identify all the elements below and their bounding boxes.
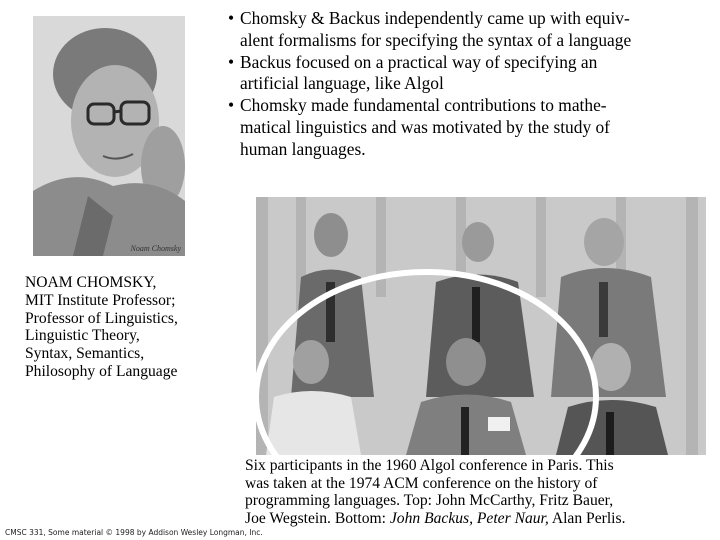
bio-line: Professor of Linguistics, <box>25 309 178 327</box>
bullet-line: artificial language, like Algol <box>240 73 444 94</box>
group-photo-caption <box>245 457 715 527</box>
bullet-line: alent formalisms for specifying the syntax of a language <box>240 29 632 50</box>
bio-line: NOAM CHOMSKY, <box>25 274 157 291</box>
chomsky-bio <box>25 274 225 381</box>
caption-top-names-end: Joe Wegstein. Bottom: <box>245 509 390 527</box>
bullet-line: matical linguistics and was motivated by the study of <box>240 116 610 137</box>
algol-group-photo <box>256 197 706 455</box>
caption-line: Six participants in the 1960 Algol conference in Paris. This <box>245 457 614 474</box>
bio-line: Syntax, Semantics, <box>25 345 145 363</box>
bullet-line: • Chomsky & Backus independently came up with equiv- <box>240 8 630 28</box>
bullet-item <box>226 95 706 160</box>
bullet-item <box>226 8 706 52</box>
bullet-line: • Chomsky made fundamental contributions to mathe- <box>240 95 607 116</box>
group-photo-illustration <box>256 197 706 455</box>
chomsky-portrait <box>33 16 185 256</box>
caption-last-name: Alan Perlis. <box>548 509 626 527</box>
caption-line <box>245 510 715 528</box>
bullet-item <box>226 52 706 96</box>
bio-line: MIT Institute Professor; <box>25 291 176 309</box>
bio-line: Linguistic Theory, <box>25 327 140 345</box>
portrait-illustration <box>33 16 185 256</box>
bullet-line: • Backus focused on a practical way of specifying an <box>240 51 598 72</box>
portrait-caption: Noam Chomsky <box>130 244 181 253</box>
caption-highlighted-names: John Backus, Peter Naur, <box>389 509 549 527</box>
bullet-list <box>226 8 706 161</box>
caption-line: was taken at the 1974 ACM conference on the history of <box>245 474 598 492</box>
bio-line: Philosophy of Language <box>25 362 178 380</box>
caption-line: programming languages. Top: John McCarthy, Fritz Bauer, <box>245 492 614 510</box>
bullet-line: human languages. <box>240 138 366 159</box>
copyright-footer: CMSC 331, Some material © 1998 by Addison Wesley Longman, Inc. <box>5 528 263 537</box>
